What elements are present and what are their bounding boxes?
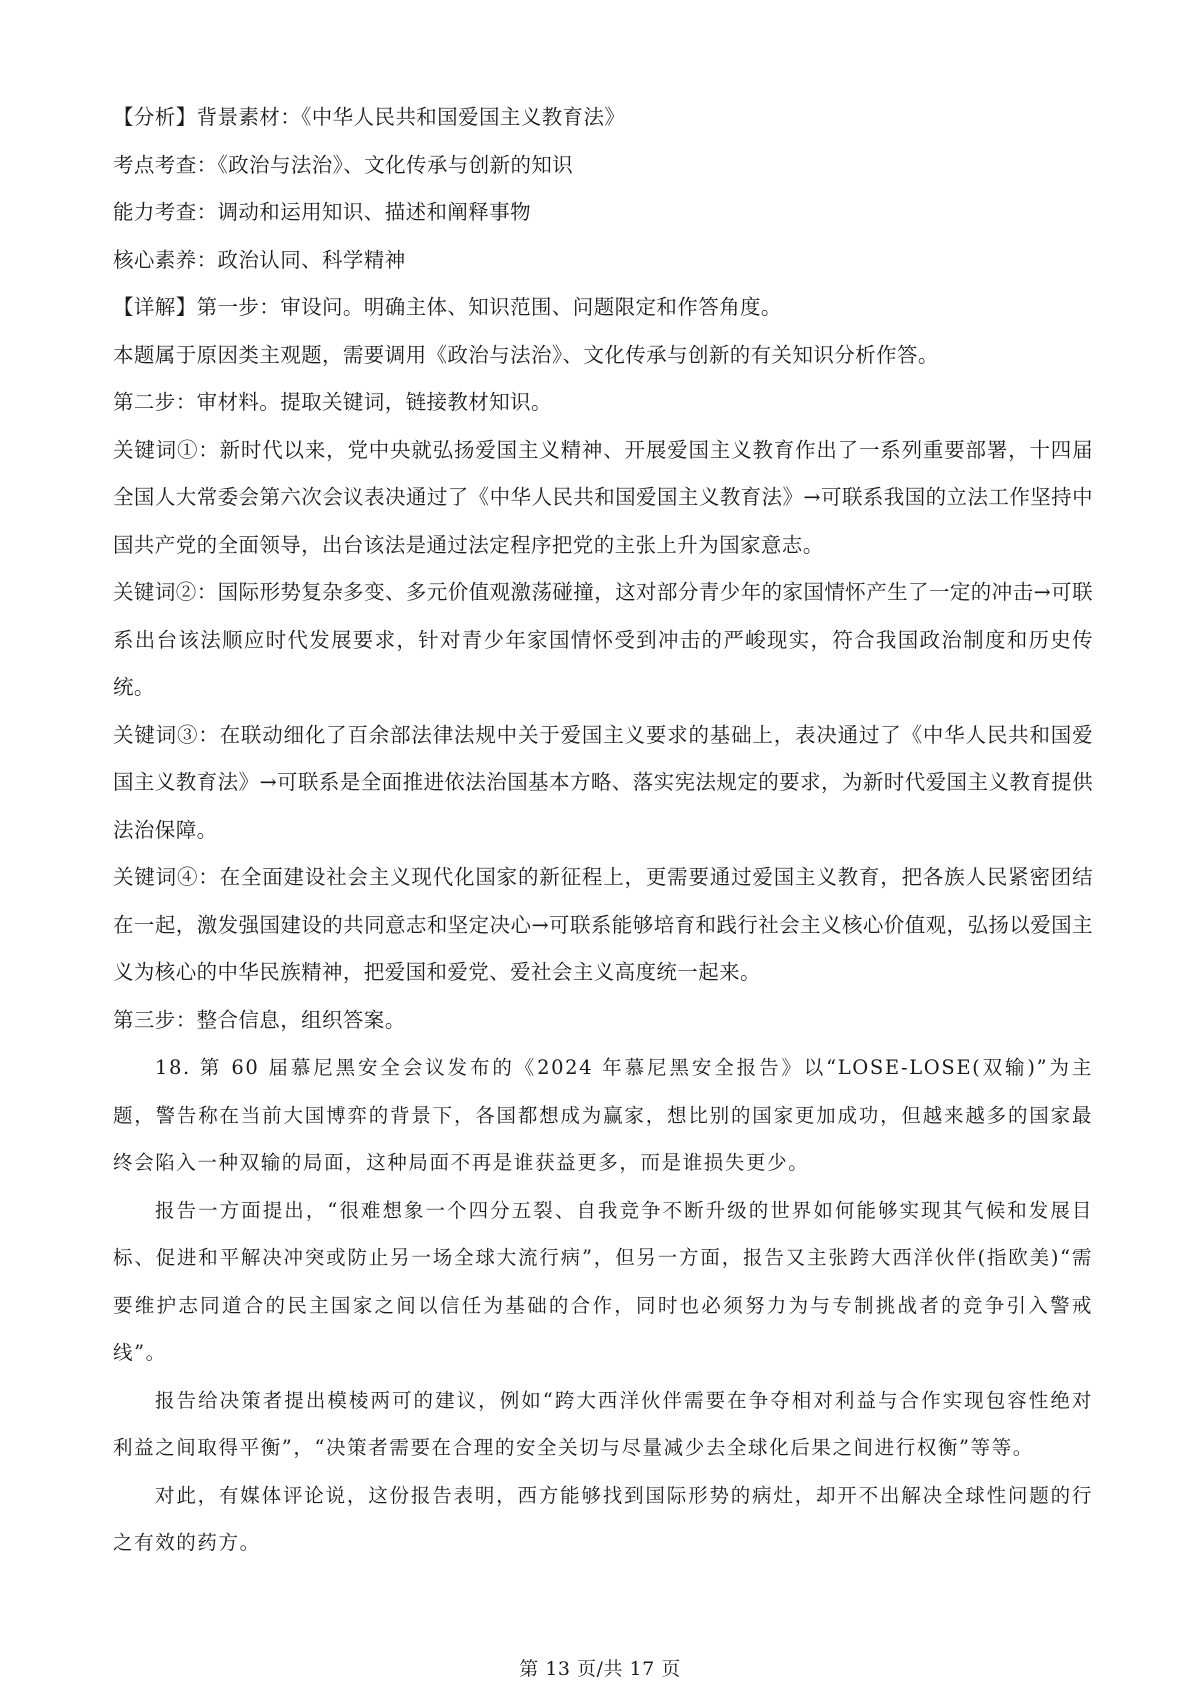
question-18-paragraph-4: 对此，有媒体评论说，这份报告表明，西方能够找到国际形势的病灶，却开不出解决全球性问题的行之有效的药方。 xyxy=(113,1483,1093,1554)
page-content xyxy=(113,94,1093,1567)
detail-step-1-note: 本题属于原因类主观题，需要调用《政治与法治》、文化传承与创新的有关知识分析作答。 xyxy=(113,342,939,367)
question-18-paragraph-2: 报告一方面提出，“很难想象一个四分五裂、自我竞争不断升级的世界如何能够实现其气候和发展目标、促进和平解决冲突或防止另一场全球大流行病”，但另一方面，报告又主张跨大西洋伙伴(指欧美)“需要维护志同道合的民主国家之间以信任为基础的合作，同时也必须努力为与专制挑战者的竞争引入警戒线”。 xyxy=(113,1198,1093,1364)
keyword-3: 关键词③：在联动细化了百余部法律法规中关于爱国主义要求的基础上，表决通过了《中华人民共和国爱国主义教育法》→可联系是全面推进依法治国基本方略、落实宪法规定的要求，为新时代爱国主义教育提供法治保障。 xyxy=(113,722,1093,842)
exam-points: 考点考查：《政治与法治》、文化传承与创新的知识 xyxy=(113,152,574,177)
core-literacy: 核心素养：政治认同、科学精神 xyxy=(113,247,406,272)
analysis-header: 【分析】背景素材：《中华人民共和国爱国主义教育法》 xyxy=(113,105,626,129)
question-18-paragraph-1: 18. 第 60 届慕尼黑安全会议发布的《2024 年慕尼黑安全报告》以“LOSE-LOSE(双输)”为主题，警告称在当前大国博弈的背景下，各国都想成为赢家，想比别的国家更加成功，但越来越多的国家最终会陷入一种双输的局面，这种局面不再是谁获益更多，而是谁损失更少。 xyxy=(113,1056,1093,1174)
ability-points: 能力考查：调动和运用知识、描述和阐释事物 xyxy=(113,200,531,224)
question-18-paragraph-3: 报告给决策者提出模棱两可的建议，例如“跨大西洋伙伴需要在争夺相对利益与合作实现包容性绝对利益之间取得平衡”，“决策者需要在合理的安全关切与尽量减少去全球化后果之间进行权衡”等等。 xyxy=(113,1388,1093,1459)
keyword-2: 关键词②：国际形势复杂多变、多元价值观激荡碰撞，这对部分青少年的家国情怀产生了一定的冲击→可联系出台该法顺应时代发展要求，针对青少年家国情怀受到冲击的严峻现实，符合我国政治制度和历史传统。 xyxy=(113,580,1093,699)
detail-step-1: 【详解】第一步：审设问。明确主体、知识范围、问题限定和作答角度。 xyxy=(113,295,782,319)
keyword-4: 关键词④：在全面建设社会主义现代化国家的新征程上，更需要通过爱国主义教育，把各族人民紧密团结在一起，激发强国建设的共同意志和坚定决心→可联系能够培育和践行社会主义核心价值观，弘扬以爱国主义为核心的中华民族精神，把爱国和爱党、爱社会主义高度统一起来。 xyxy=(113,865,1093,984)
detail-step-3: 第三步：整合信息，组织答案。 xyxy=(113,1007,406,1032)
keyword-1: 关键词①：新时代以来，党中央就弘扬爱国主义精神、开展爱国主义教育作出了一系列重要部署，十四届全国人大常委会第六次会议表决通过了《中华人民共和国爱国主义教育法》→可联系我国的立法工作坚持中国共产党的全面领导，出台该法是通过法定程序把党的主张上升为国家意志。 xyxy=(113,437,1093,557)
detail-step-2: 第二步：审材料。提取关键词，链接教材知识。 xyxy=(113,390,552,414)
page-number: 第 13 页/共 17 页 xyxy=(519,1658,681,1680)
